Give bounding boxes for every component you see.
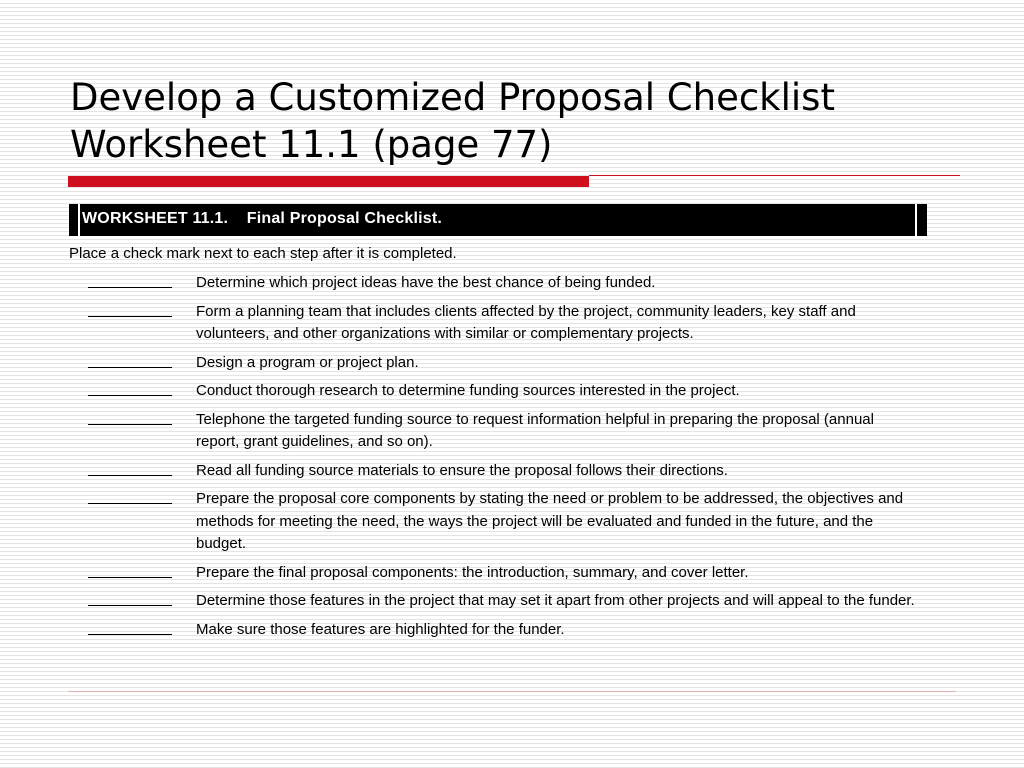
checklist-item [0, 272, 1024, 295]
checklist-item [0, 590, 1024, 613]
checklist-item [0, 352, 1024, 375]
checklist-item-text: Read all funding source materials to ensure the proposal follows their directions. [196, 461, 728, 479]
header-right-divider [915, 204, 917, 236]
check-blank[interactable] [88, 503, 172, 504]
checklist-item [0, 460, 1024, 483]
checklist-item [0, 619, 1024, 642]
bottom-divider [68, 691, 956, 692]
slide-title-line-2: Worksheet 11.1 (page 77) [70, 123, 553, 166]
checklist-item [0, 409, 1024, 454]
checklist-item-text: Telephone the targeted funding source to request information helpful in preparing the proposal (annual report, grant guidelines, and so on). [196, 410, 874, 450]
check-blank[interactable] [88, 605, 172, 606]
check-blank[interactable] [88, 287, 172, 288]
checklist-item-text: Conduct thorough research to determine funding sources interested in the project. [196, 382, 740, 399]
slide-title-line-1: Develop a Customized Proposal Checklist [70, 76, 835, 119]
slide-title [70, 74, 970, 168]
check-blank[interactable] [88, 475, 172, 476]
header-left-divider [78, 204, 80, 236]
checklist-item-text: Prepare the final proposal components: the introduction, summary, and cover letter. [196, 563, 749, 581]
check-blank[interactable] [88, 367, 172, 368]
worksheet-instruction: Place a check mark next to each step after it is completed. [69, 245, 457, 262]
checklist-item [0, 301, 1024, 346]
worksheet-header [69, 204, 927, 236]
check-blank[interactable] [88, 395, 172, 396]
checklist-item-text: Make sure those features are highlighted for the funder. [196, 620, 565, 638]
title-underline-bar [68, 176, 589, 187]
check-blank[interactable] [88, 577, 172, 578]
checklist-item-text: Determine those features in the project that may set it apart from other projects and will appeal to the funder. [196, 592, 915, 609]
worksheet-header-text: WORKSHEET 11.1. Final Proposal Checklist. [82, 210, 443, 227]
check-blank[interactable] [88, 634, 172, 635]
checklist-item-text: Design a program or project plan. [196, 353, 419, 371]
checklist-item [0, 380, 1024, 403]
check-blank[interactable] [88, 316, 172, 317]
checklist-item-text: Prepare the proposal core components by stating the need or problem to be addressed, the objectives and methods for meeting the need, the ways the project will be evaluated and funded in the future, and the budget. [196, 490, 904, 552]
check-blank[interactable] [88, 424, 172, 425]
title-underline-thin [589, 175, 960, 176]
checklist-item-text: Form a planning team that includes clients affected by the project, community leaders, key staff and volunteers, and other organizations with similar or complementary projects. [196, 302, 856, 342]
checklist-item [0, 488, 1024, 556]
checklist-item-text: Determine which project ideas have the best chance of being funded. [196, 274, 656, 291]
checklist-item [0, 562, 1024, 585]
checklist [0, 272, 1024, 647]
